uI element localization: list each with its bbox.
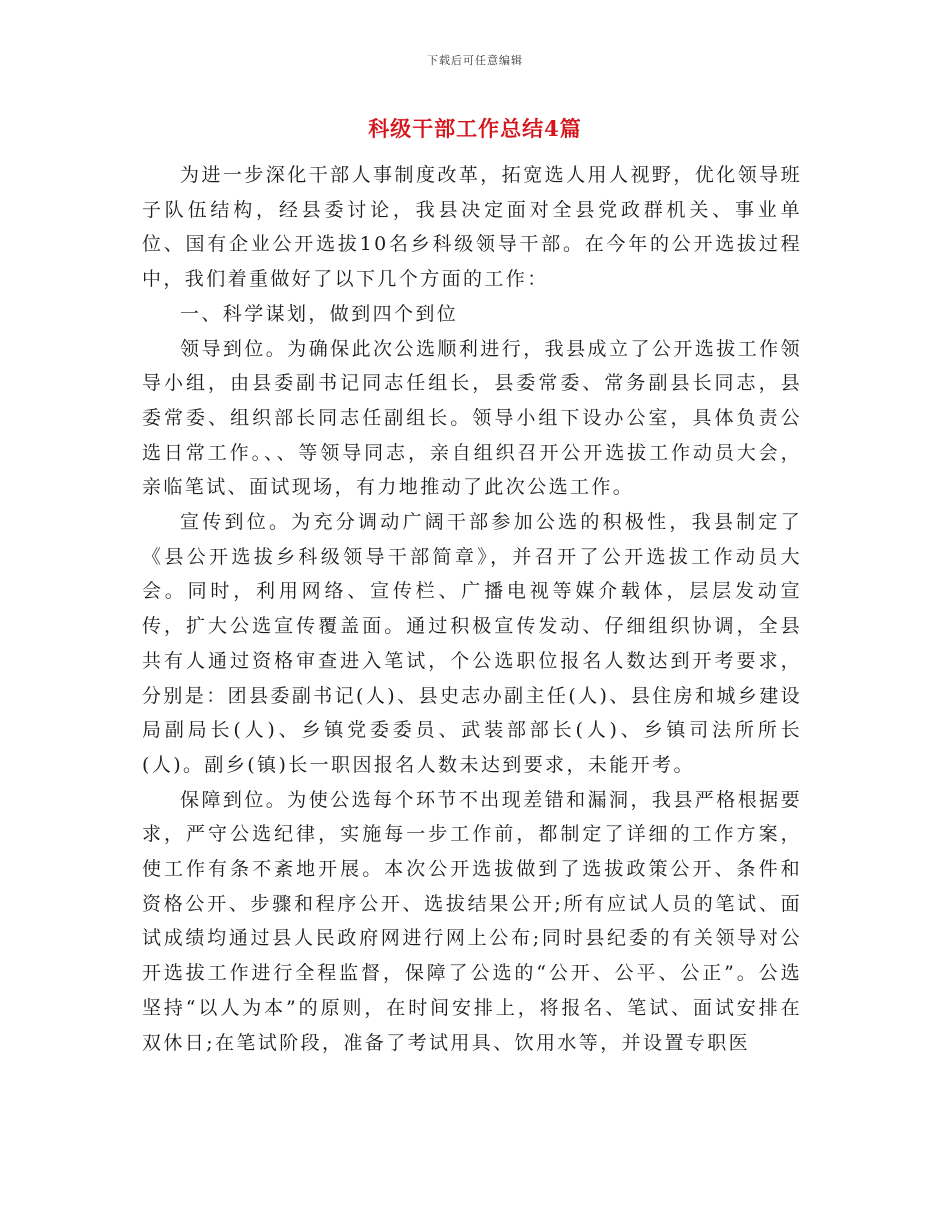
document-title: 科级干部工作总结4篇 — [368, 116, 582, 141]
body-paragraph: 保障到位。为使公选每个环节不出现差错和漏洞，我县严格根据要求，严守公选纪律，实施每一步工作前，都制定了详细的工作方案，使工作有条不紊地开展。本次公开选拔做到了选拔政策公开、条件和资格公开、步骤和程序公开、选拔结果公开;所有应试人员的笔试、面试成绩均通过县人民政府网进行网上公布;同时县纪委的有关领导对公开选拔工作进行全程监督，保障了公选的“公开、公平、公正”。公选坚持“以人为本”的原则，在时间安排上，将报名、笔试、面试安排在双休日;在笔试阶段，准备了考试用具、饮用水等，并设置专职医 — [142, 788, 802, 1054]
body-paragraph: 宣传到位。为充分调动广阔干部参加公选的积极性，我县制定了《县公开选拔乡科级领导干部简章》，并召开了公开选拔工作动员大会。同时，利用网络、宣传栏、广播电视等媒介载体，层层发动宣传，扩大公选宣传覆盖面。通过积极宣传发动、仔细组织协调，全县共有人通过资格审查进入笔试，个公选职位报名人数达到开考要求，分别是：团县委副书记(人)、县史志办副主任(人)、县住房和城乡建设局副局长(人)、乡镇党委委员、武装部部长(人)、乡镇司法所所长(人)。副乡(镇)长一职因报名人数未达到要求，未能开考。 — [142, 511, 802, 776]
body-paragraph: 领导到位。为确保此次公选顺利进行，我县成立了公开选拔工作领导小组，由县委副书记同志任组长，县委常委、常务副县长同志，县委常委、组织部长同志任副组长。领导小组下设办公室，具体负责公选日常工作。、、等领导同志，亲自组织召开公开选拔工作动员大会，亲临笔试、面试现场，有力地推动了此次公选工作。 — [142, 337, 802, 499]
page-header: 下载后可任意编辑 — [427, 54, 523, 67]
intro-paragraph: 为进一步深化干部人事制度改革，拓宽选人用人视野，优化领导班子队伍结构，经县委讨论，我县决定面对全县党政群机关、事业单位、国有企业公开选拔10名乡科级领导干部。在今年的公开选拔过程中，我们着重做好了以下几个方面的工作： — [142, 164, 802, 291]
document-body — [142, 158, 802, 1060]
section-heading: 一、科学谋划，做到四个到位 — [180, 302, 459, 325]
